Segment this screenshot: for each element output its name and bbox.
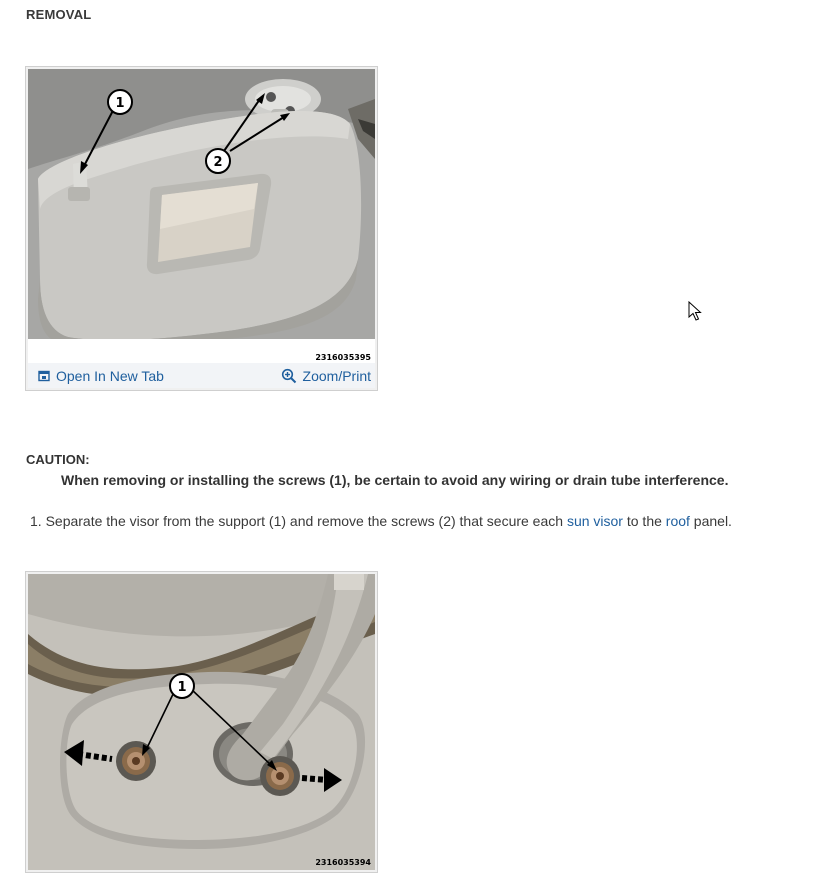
step-text-part1: Separate the visor from the support (1) and remove the screws (2) that secure each [45, 513, 567, 529]
step-1 [30, 513, 732, 529]
sun-visor-link[interactable]: sun visor [566, 513, 623, 529]
step-text-part3: panel. [689, 513, 732, 529]
section-heading: REMOVAL [26, 7, 92, 22]
visor-support-svg [28, 574, 375, 870]
sun-visor-svg [28, 69, 375, 363]
callout-1: 1 [115, 96, 125, 111]
figure-sun-visor [25, 66, 378, 391]
figure-visor-support [25, 571, 378, 873]
visor-support-illustration[interactable] [28, 574, 375, 870]
zoom-icon [281, 368, 297, 384]
open-new-tab-icon [38, 370, 50, 382]
roof-link[interactable]: roof [665, 513, 690, 529]
step-text-part2: to the [622, 513, 666, 529]
figure-toolbar [28, 363, 375, 388]
figure-id: 2316035395 [315, 353, 371, 362]
sun-visor-illustration[interactable] [28, 69, 375, 363]
step-number: 1. [30, 513, 42, 529]
figure-id: 2316035394 [315, 858, 371, 867]
callout-1: 1 [177, 680, 187, 695]
open-in-new-tab-link[interactable] [38, 368, 164, 384]
caution-title: CAUTION: [26, 452, 90, 467]
zoom-print-link[interactable] [281, 368, 371, 384]
mouse-cursor-icon [688, 301, 702, 326]
callout-2: 2 [213, 155, 223, 170]
open-in-new-tab-label: Open In New Tab [56, 368, 164, 384]
caution-text: When removing or installing the screws (1), be certain to avoid any wiring or drain tube interference. [61, 472, 729, 488]
zoom-print-label: Zoom/Print [302, 368, 371, 384]
